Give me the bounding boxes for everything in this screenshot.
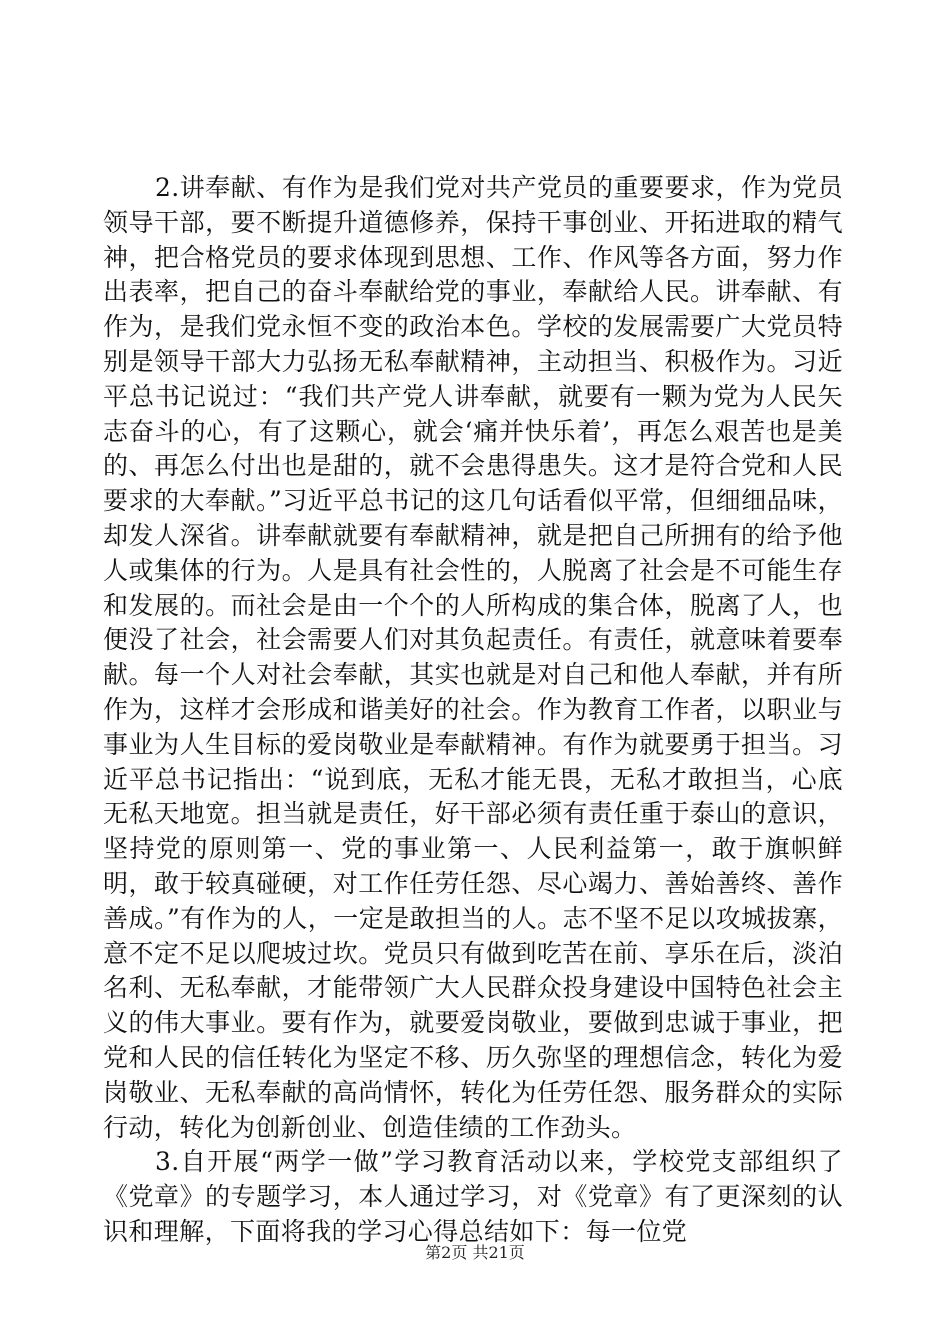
document-body xyxy=(103,171,843,1250)
paragraph-3: 3.自开展“两学一做”学习教育活动以来，学校党支部组织了《党章》的专题学习，本人通过学习，对《党章》有了更深刻的认识和理解，下面将我的学习心得总结如下：每一位党 xyxy=(103,1147,843,1246)
page-footer: 第2页 共21页 xyxy=(425,1243,525,1262)
paragraph-2: 2.讲奉献、有作为是我们党对共产党员的重要要求，作为党员领导干部，要不断提升道德修养，保持干事创业、开拓进取的精气神，把合格党员的要求体现到思想、工作、作风等各方面，努力作出表率，把自己的奋斗奉献给党的事业，奉献给人民。讲奉献、有作为，是我们党永恒不变的政治本色。学校的发展需要广大党员特别是领导干部大力弘扬无私奉献精神，主动担当、积极作为。习近平总书记说过：“我们共产党人讲奉献，就要有一颗为党为人民矢志奋斗的心，有了这颗心，就会‘痛并快乐着’，再怎么艰苦也是美的、再怎么付出也是甜的，就不会患得患失。这才是符合党和人民要求的大奉献。”习近平总书记的这几句话看似平常，但细细品味，却发人深省。讲奉献就要有奉献精神，就是把自己所拥有的给予他人或集体的行为。人是具有社会性的，人脱离了社会是不可能生存和发展的。而社会是由一个个的人所构成的集合体，脱离了人，也便没了社会，社会需要人们对其负起责任。有责任，就意味着要奉献。每一个人对社会奉献，其实也就是对自己和他人奉献，并有所作为，这样才会形成和谐美好的社会。作为教育工作者，以职业与事业为人生目标的爱岗敬业是奉献精神。有作为就要勇于担当。习近平总书记指出：“说到底，无私才能无畏，无私才敢担当，心底无私天地宽。担当就是责任，好干部必须有责任重于泰山的意识，坚持党的原则第一、党的事业第一、人民利益第一，敢于旗帜鲜明，敢于较真碰硬，对工作任劳任怨、尽心竭力、善始善终、善作善成。”有作为的人，一定是敢担当的人。志不坚不足以攻城拔寨，意不定不足以爬坡过坎。党员只有做到吃苦在前、享乐在后，淡泊名利、无私奉献，才能带领广大人民群众投身建设中国特色社会主义的伟大事业。要有作为，就要爱岗敬业，要做到忠诚于事业，把党和人民的信任转化为坚定不移、历久弥坚的理想信念，转化为爱岗敬业、无私奉献的高尚情怀，转化为任劳任怨、服务群众的实际行动，转化为创新创业、创造佳绩的工作劲头。 xyxy=(103,173,843,1142)
